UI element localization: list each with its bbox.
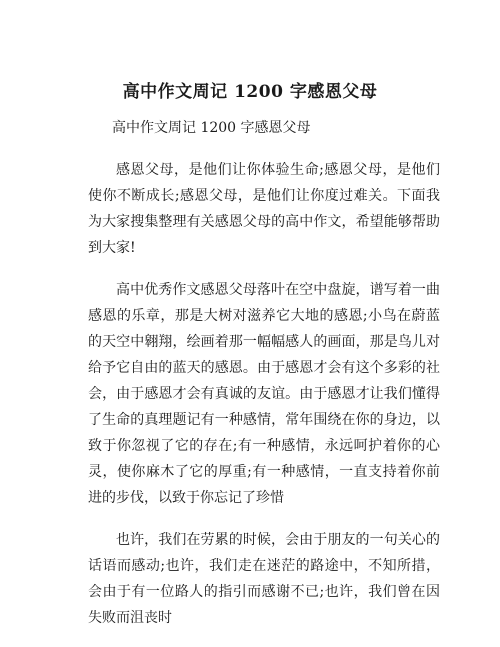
document-subtitle: 高中作文周记 1200 字感恩父母: [112, 120, 311, 136]
paragraph-intro: 感恩父母，是他们让你体验生命;感恩父母，是他们使你不断成长;感恩父母，是他们让你度过难关。下面我为大家搜集整理有关感恩父母的高中作文，希望能够帮助到大家!: [88, 162, 440, 256]
document-body: [88, 115, 440, 647]
document-title: 高中作文周记 1200 字感恩父母: [122, 82, 378, 102]
paragraph-continuation: 也许，我们在劳累的时候，会由于朋友的一句关心的话语而感动;也许，我们走在迷茫的路途中，不知所措，会由于有一位路人的指引而感谢不已;也许，我们曾在因失败而沮丧时: [88, 532, 440, 626]
paragraph-essay: 高中优秀作文感恩父母落叶在空中盘旋，谱写着一曲感恩的乐章，那是大树对滋养它大地的感恩;小鸟在蔚蓝的天空中翱翔，绘画着那一幅幅感人的画面，那是鸟儿对给予它自由的蓝天的感恩。由于感恩才会有这个多彩的社会，由于感恩才会有真诚的友谊。由于感恩才让我们懂得了生命的真理题记有一种感情，常年围绕在你的身边，以致于你忽视了它的存在;有一种感情，永远呵护着你的心灵，使你麻木了它的厚重;有一种感情，一直支持着你前进的步伐，以致于你忘记了珍惜: [88, 282, 440, 506]
